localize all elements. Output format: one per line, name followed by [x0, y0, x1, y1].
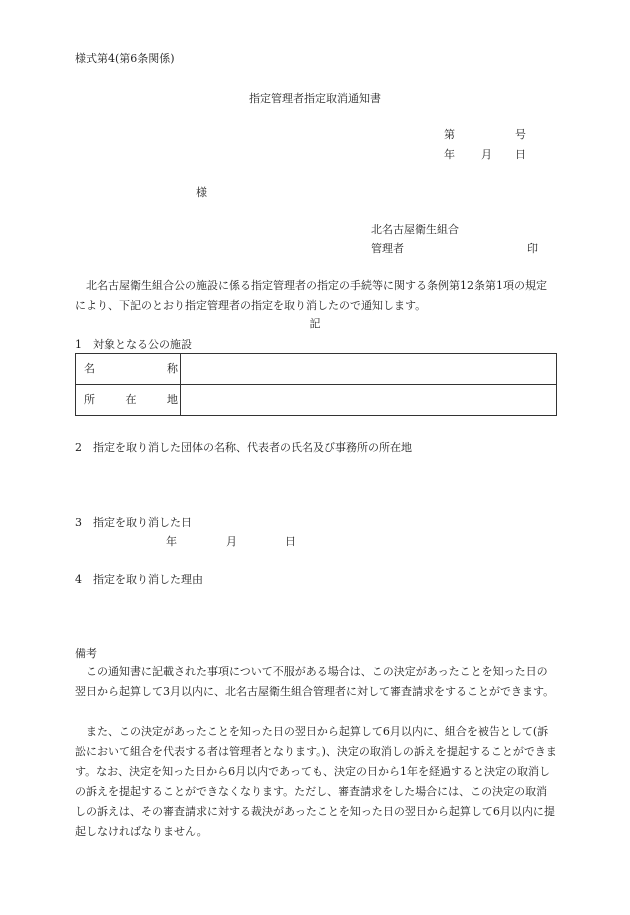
remarks-paragraph-1: この通知書に記載された事項について不服がある場合は、この決定があったことを知った日の翌日から起算して3月以内に、北名古屋衛生組合管理者に対して審査請求をすることができます。	[75, 665, 555, 698]
facility-name-label	[76, 354, 181, 385]
label-char: 所	[84, 393, 95, 407]
form-number: 様式第4(第6条関係)	[75, 52, 175, 65]
table-row	[76, 385, 557, 416]
section-3-heading: 3 指定を取り消した日	[75, 516, 192, 529]
notice-body: 北名古屋衛生組合公の施設に係る指定管理者の指定の手続等に関する条例第12条第1項の規定により、下記のとおり指定管理者の指定を取り消したので通知します。	[75, 279, 547, 312]
date-day-label: 日	[515, 148, 526, 161]
facility-location-label	[76, 385, 181, 416]
ki-heading: 記	[309, 317, 321, 330]
label-char: 在	[125, 393, 137, 407]
cancel-date-month: 月	[226, 535, 237, 548]
remarks-title: 備考	[75, 647, 97, 660]
issuer-role: 管理者	[371, 242, 404, 255]
facility-table	[75, 353, 557, 416]
label-char: 名	[84, 362, 95, 376]
facility-location-value	[181, 385, 557, 416]
addressee-honorific: 様	[196, 186, 207, 199]
date-month-label: 月	[481, 148, 492, 161]
seal-mark: 印	[527, 242, 538, 255]
date-year-label: 年	[444, 148, 455, 161]
facility-name-value	[181, 354, 557, 385]
doc-number-suffix: 号	[515, 128, 526, 141]
cancel-date-year: 年	[166, 535, 177, 548]
cancel-date-day: 日	[285, 535, 296, 548]
section-1-heading: 1 対象となる公の施設	[75, 338, 192, 351]
remarks-paragraph-2: また、この決定があったことを知った日の翌日から起算して6月以内に、組合を被告として(訴訟において組合を代表する者は管理者となります。)、決定の取消しの訴えを提起することができます。なお、決定を知った日から6月以内であっても、決定の日から1年を経過すると決定の取消しの訴えを提起することができなくなります。ただし、審査請求をした場合には、この決定の取消しの訴えは、その審査請求に対する裁決があったことを知った日の翌日から起算して6月以内に提起しなければなりません。	[75, 725, 557, 838]
section-4-heading: 4 指定を取り消した理由	[75, 573, 203, 586]
doc-number-prefix: 第	[444, 128, 455, 141]
table-row	[76, 354, 557, 385]
section-2-heading: 2 指定を取り消した団体の名称、代表者の氏名及び事務所の所在地	[75, 441, 412, 454]
issuer-organization: 北名古屋衛生組合	[371, 223, 459, 236]
document-title: 指定管理者指定取消通知書	[249, 92, 381, 105]
label-char: 称	[167, 362, 178, 376]
label-char: 地	[167, 393, 178, 407]
